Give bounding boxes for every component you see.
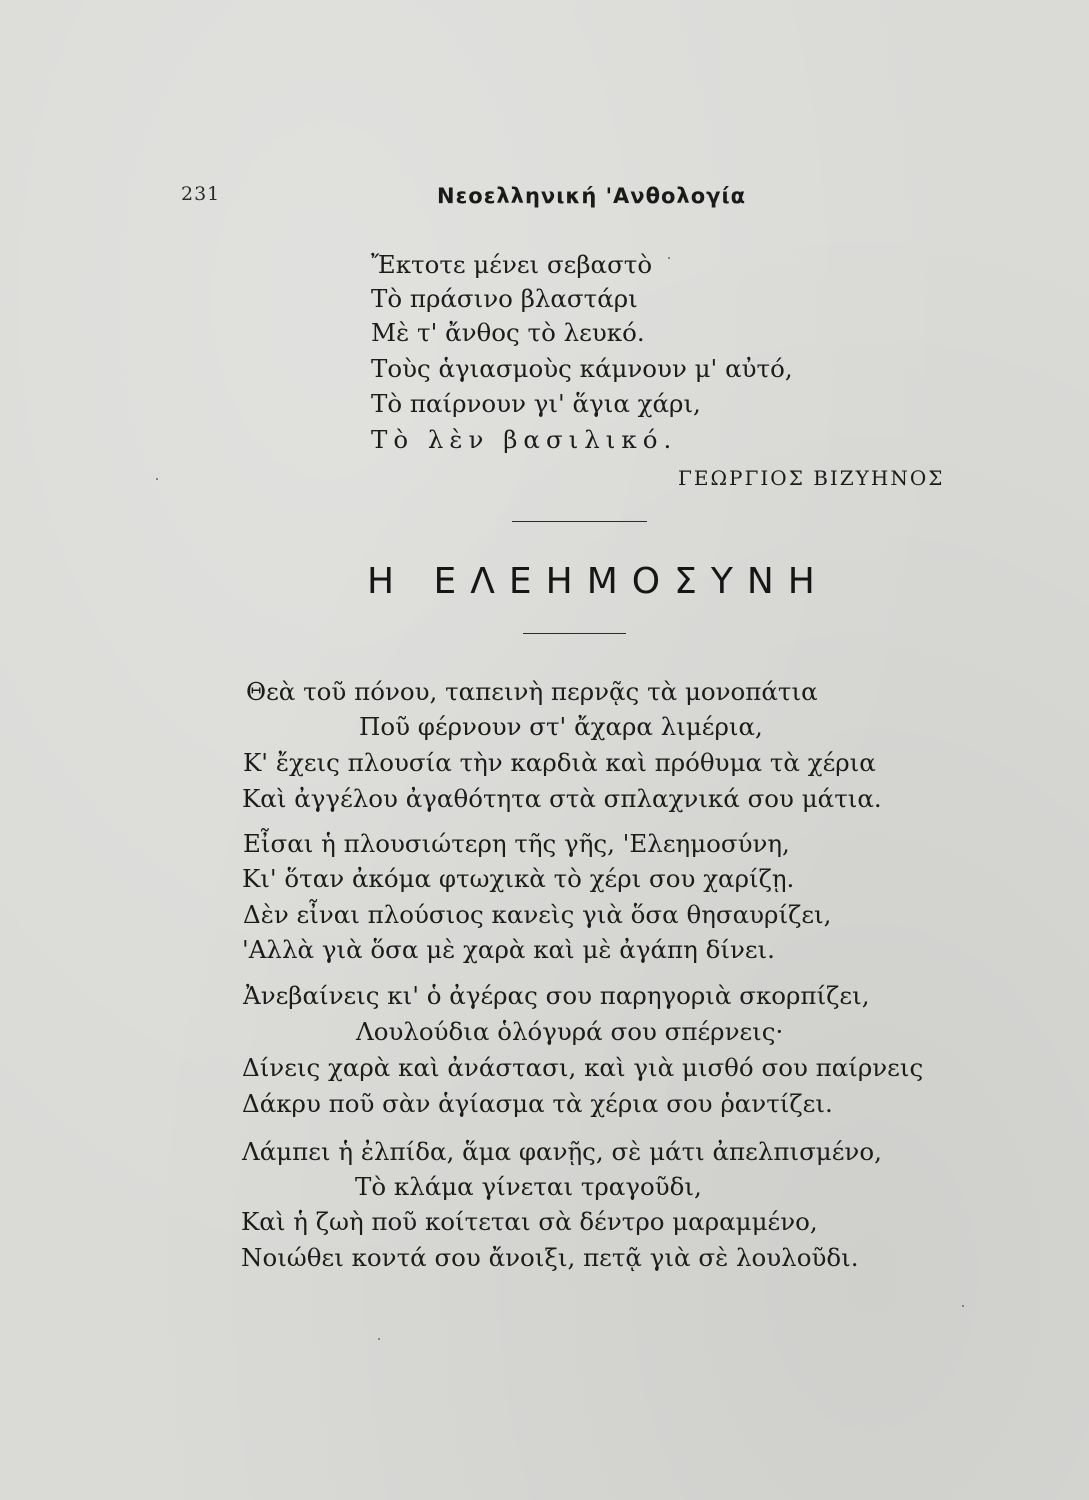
title-divider <box>523 633 626 634</box>
paper-speck <box>962 1305 964 1307</box>
poem-title: Η ΕΛΕΗΜΟΣΥΝΗ <box>367 561 829 602</box>
paper-speck <box>668 257 670 259</box>
poem-line: Καὶ ἡ ζωὴ ποῦ κοίτεται σὰ δέντρο μαραμμένο, <box>241 1207 818 1236</box>
poem-line: Κι' ὅταν ἀκόμα φτωχικὰ τὸ χέρι σου χαρίζῃ. <box>242 864 795 893</box>
section-divider <box>512 521 647 522</box>
poem-line: Ποῦ φέρνουν στ' ἄχαρα λιμέρια, <box>359 712 763 741</box>
poem-line: Νοιώθει κοντά σου ἄνοιξι, πετᾷ γιὰ σὲ λουλοῦδι. <box>241 1243 859 1272</box>
poem-line: Τὸ λὲν βασιλικό. <box>371 425 678 454</box>
poem-line: Τοὺς ἁγιασμοὺς κάμνουν μ' αὐτό, <box>371 354 793 383</box>
poem-line: Τὸ πράσινο βλαστάρι <box>371 284 638 313</box>
poem-line: Λάμπει ἡ ἐλπίδα, ἅμα φανῇς, σὲ μάτι ἀπελπισμένο, <box>242 1137 882 1166</box>
poem-line: Μὲ τ' ἄνθος τὸ λευκό. <box>371 318 645 347</box>
poem-line: Δίνεις χαρὰ καὶ ἀνάστασι, καὶ γιὰ μισθό σου παίρνεις <box>242 1053 924 1082</box>
poem-line: Εἶσαι ἡ πλουσιώτερη τῆς γῆς, 'Ελεημοσύνη, <box>243 829 790 858</box>
page-number: 231 <box>181 183 221 205</box>
poem-line: Δὲν εἶναι πλούσιος κανεὶς γιὰ ὅσα θησαυρίζει, <box>243 900 832 929</box>
poem-line: Λουλούδια ὁλόγυρά σου σπέρνεις· <box>356 1017 784 1046</box>
poem-line: Τὸ παίρνουν γι' ἅγια χάρι, <box>371 389 701 418</box>
poem-line: Θεὰ τοῦ πόνου, ταπεινὴ περνᾷς τὰ μονοπάτια <box>246 677 818 706</box>
poem-line: Τὸ κλάμα γίνεται τραγοῦδι, <box>355 1172 702 1201</box>
paper-speck <box>156 478 158 480</box>
poem-line: 'Αλλὰ γιὰ ὅσα μὲ χαρὰ καὶ μὲ ἀγάπη δίνει. <box>242 935 775 964</box>
paper-speck <box>378 1338 380 1340</box>
poem-line: Ἔκτοτε μένει σεβαστὸ <box>371 250 653 279</box>
poem-line: Ἀνεβαίνεις κι' ὁ ἀγέρας σου παρηγοριὰ σκορπίζει, <box>243 981 870 1010</box>
poem-line: Καὶ ἀγγέλου ἀγαθότητα στὰ σπλαχνικά σου μάτια. <box>242 784 882 813</box>
running-title: Νεοελληνική 'Ανθολογία <box>437 184 747 208</box>
poem-line: Κ' ἔχεις πλουσία τὴν καρδιὰ καὶ πρόθυμα τὰ χέρια <box>243 748 876 777</box>
poem-author: ΓΕΩΡΓΙΟΣ ΒΙΖΥΗΝΟΣ <box>678 466 945 490</box>
poem-line: Δάκρυ ποῦ σὰν ἁγίασμα τὰ χέρια σου ῥαντίζει. <box>242 1089 833 1118</box>
